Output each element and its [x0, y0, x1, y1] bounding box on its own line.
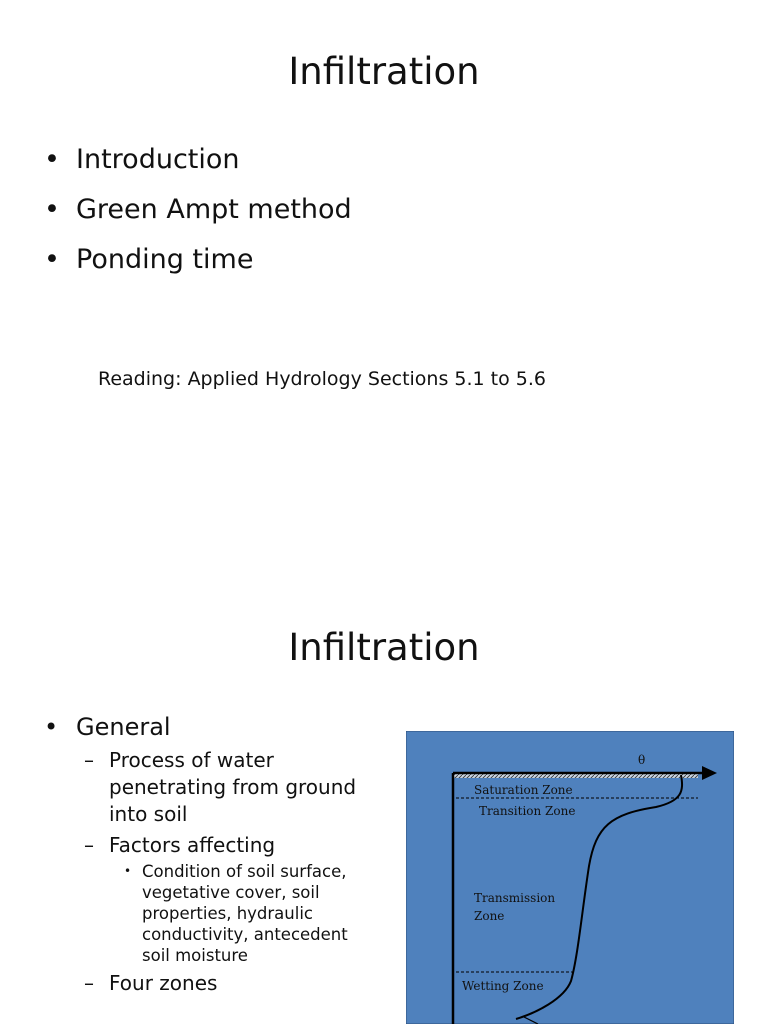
dash-icon: – [84, 833, 94, 857]
slide-2-title: Infiltration [288, 626, 480, 669]
zone-label-wetting: Wetting Zone [462, 979, 544, 993]
sub-bullet-line: into soil [109, 802, 188, 826]
zone-label-saturation: Saturation Zone [474, 783, 573, 797]
sub-sub-bullet-line: Condition of soil surface, [142, 862, 347, 881]
sub-sub-bullet-line: properties, hydraulic [142, 904, 313, 923]
sub-bullet-four-zones [44, 970, 389, 997]
bullet-dot-icon: • [44, 144, 60, 175]
bullet-item [44, 135, 352, 185]
sub-sub-bullet-conditions [44, 861, 389, 966]
bullet-item [44, 185, 352, 235]
zone-label-transition: Transition Zone [479, 804, 576, 818]
bullet-text: Green Ampt method [76, 194, 352, 225]
sub-sub-bullet-line: vegetative cover, soil [142, 883, 320, 902]
bullet-item [44, 235, 352, 285]
sub-bullet-factors [44, 832, 389, 859]
slide-2-bullet-list [44, 711, 389, 997]
sub-bullet-line: Factors affecting [109, 833, 276, 857]
bullet-general [44, 711, 389, 743]
bullet-dot-icon: • [44, 244, 60, 275]
bullet-dot-icon: • [124, 864, 132, 878]
bullet-dot-icon: • [44, 713, 59, 741]
sub-sub-bullet-line: soil moisture [142, 946, 248, 965]
slide-1-title: Infiltration [288, 50, 480, 93]
bullet-text: Introduction [76, 144, 240, 175]
sub-bullet-line: Process of water [109, 748, 274, 772]
bullet-text: Ponding time [76, 244, 254, 275]
dash-icon: – [84, 748, 94, 772]
sub-bullet-process [44, 747, 389, 828]
reading-reference: Reading: Applied Hydrology Sections 5.1 to 5.6 [98, 368, 547, 390]
dash-icon: – [84, 971, 94, 995]
slide-2 [0, 576, 768, 1024]
zone-label-transmission: Transmission [474, 891, 556, 905]
bullet-text: General [76, 713, 171, 741]
zone-label-transmission-2: Zone [474, 909, 505, 923]
soil-moisture-zones-diagram [406, 731, 734, 1024]
sub-bullet-line: penetrating from ground [109, 775, 357, 799]
theta-label: θ [638, 753, 646, 767]
diagram-svg [406, 731, 734, 1024]
sub-bullet-line: Four zones [109, 971, 218, 995]
bullet-dot-icon: • [44, 194, 60, 225]
sub-sub-bullet-line: conductivity, antecedent [142, 925, 348, 944]
slide-1-bullet-list [44, 135, 352, 285]
